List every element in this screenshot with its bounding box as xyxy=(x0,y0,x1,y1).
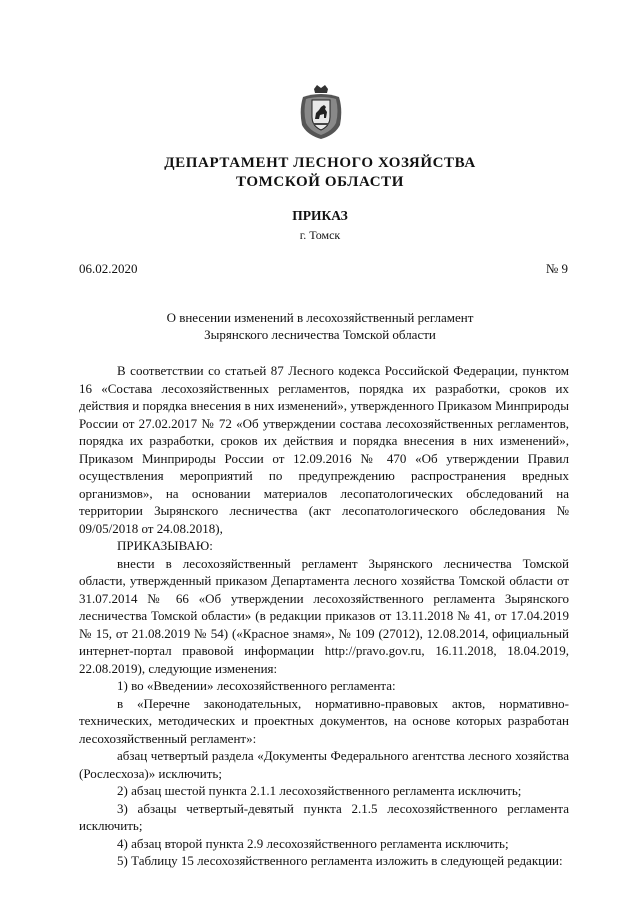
subject-line1: О внесении изменений в лесохозяйственный регламент xyxy=(166,310,474,325)
document-number: № 9 xyxy=(545,261,568,276)
item-1a: в «Перечне законодательных, нормативно-правовых актов, нормативно-технических, методических и проектных документов, на основе которых разработан лесохозяйственный регламент»: xyxy=(79,695,569,746)
preamble-paragraph: В соответствии со статьей 87 Лесного кодекса Российской Федерации, пунктом 16 «Состава лесохозяйственных регламентов, порядка их разработки, сроков их действия и порядка внесения в них изменений», утвержденного Приказом Минприроды России от 27.02.2017 № 72 «Об утверждении состава лесохозяйственных регламентов, порядка их разработки, сроков их действия и порядка внесения в них изменений», Приказом Минприроды России от 12.09.2016 № 470 «Об утверждении Правил осуществления мероприятий по предупреждению распространения вредных организмов», на основании материалов лесопатологических обследований на территории Зырянского лесничества (акт лесопатологического обследования № 09/05/2018 от 24.08.2018), xyxy=(79,363,569,536)
order-word: ПРИКАЗЫВАЮ: xyxy=(117,538,213,553)
document-subject xyxy=(0,309,640,343)
department-name-line2: ТОМСКОЙ ОБЛАСТИ xyxy=(235,174,405,190)
intro-paragraph: внести в лесохозяйственный регламент Зырянского лесничества Томской области, утвержденный приказом Департамента лесного хозяйства Томской области от 31.07.2014 № 66 «Об утверждении лесохозяйственного регламента Зырянского лесничества Томской области» (в редакции приказов от 13.11.2018 № 41, от 17.04.2019 № 15, от 21.08.2019 № 54) («Красное знамя», № 109 (27012), 12.08.2014, официальный интернет-портал правовой информации http://pravo.gov.ru, 16.11.2018, 18.04.2019, 22.08.2019), следующие изменения: xyxy=(79,555,569,676)
coat-of-arms-tomsk-region-icon xyxy=(297,85,345,140)
item-4: 4) абзац второй пункта 2.9 лесохозяйственного регламента исключить; xyxy=(117,835,509,851)
item-3: 3) абзацы четвертый-девятый пункта 2.1.5 лесохозяйственного регламента исключить; xyxy=(79,800,569,833)
document-city: г. Томск xyxy=(299,228,341,242)
item-1: 1) во «Введении» лесохозяйственного регламента: xyxy=(117,678,396,693)
document-type: ПРИКАЗ xyxy=(292,208,348,223)
document-body xyxy=(79,362,569,870)
department-name-line1: ДЕПАРТАМЕНТ ЛЕСНОГО ХОЗЯЙСТВА xyxy=(164,155,476,171)
item-5: 5) Таблицу 15 лесохозяйственного регламента изложить в следующей редакции: xyxy=(117,853,563,868)
item-2: 2) абзац шестой пункта 2.1.1 лесохозяйственного регламента исключить; xyxy=(117,783,522,798)
subject-line2: Зырянского лесничества Томской области xyxy=(204,327,436,342)
document-date: 06.02.2020 xyxy=(79,261,138,276)
item-1b: абзац четвертый раздела «Документы Федерального агентства лесного хозяйства (Рослесхоза)» исключить; xyxy=(79,748,569,781)
